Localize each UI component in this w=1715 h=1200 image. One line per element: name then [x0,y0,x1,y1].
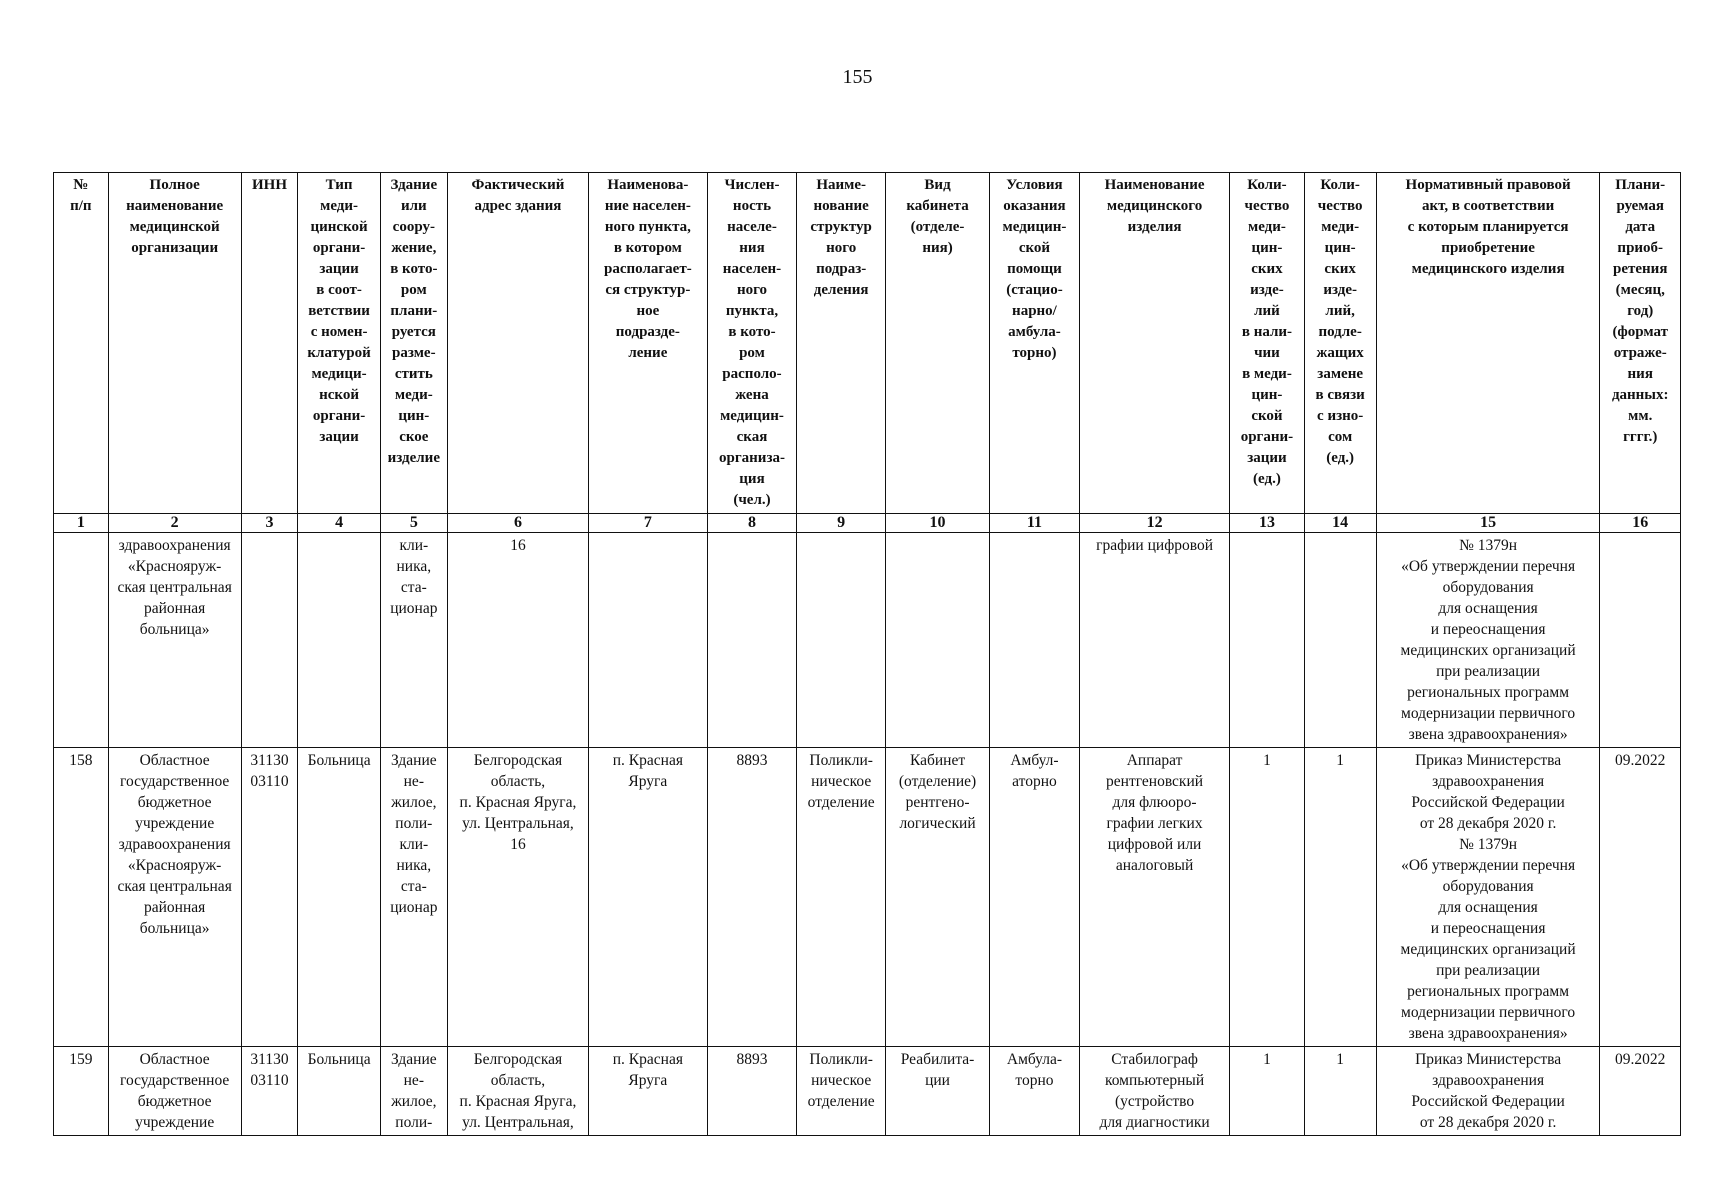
column-number: 1 [54,514,109,533]
cell-legal-act: № 1379н «Об утверждении перечня оборудования для оснащения и переоснащения медицинских организаций при реализации региональных программ модернизации первичного звена здравоохранения» [1376,533,1600,748]
cell-count-replace: 1 [1304,748,1376,1047]
column-number: 11 [990,514,1080,533]
cell-legal-act: Приказ Министерства здравоохранения Российской Федерации от 28 декабря 2020 г. № 1379н «Об утверждении перечня оборудования для оснащения и переоснащения медицинских организаций при реализации региональных программ модернизации первичного звена здравоохранения» [1376,748,1600,1047]
column-number: 14 [1304,514,1376,533]
cell-subdivision [797,533,886,748]
cell-legal-act: Приказ Министерства здравоохранения Российской Федерации от 28 декабря 2020 г. [1376,1047,1600,1136]
cell-locality [589,533,708,748]
header-cell-count-replace: Коли- чество меди- цин- ских изде- лий, подле- жащих замене в связи с изно- сом (ед.) [1304,173,1376,514]
cell-inn [241,533,298,748]
cell-number: 159 [54,1047,109,1136]
cell-inn: 31130 03110 [241,1047,298,1136]
column-number: 7 [589,514,708,533]
column-number: 10 [885,514,989,533]
table-header-row [54,173,1681,514]
header-cell-room-type: Вид кабинета (отделе- ния) [885,173,989,514]
cell-building: кли- ника, ста- ционар [380,533,447,748]
cell-building: Здание не- жилое, поли- [380,1047,447,1136]
cell-org-type: Больница [298,748,380,1047]
cell-room-type: Кабинет (отделение) рентгено- логический [885,748,989,1047]
cell-address: 16 [447,533,588,748]
cell-planned-date: 09.2022 [1600,748,1681,1047]
header-cell-care-conditions: Условия оказания медицин- ской помощи (стацио- нарно/ амбула- торно) [990,173,1080,514]
header-cell-planned-date: Плани- руемая дата приоб- ретения (месяц, год) (формат отраже- ния данных: мм. гггг.) [1600,173,1681,514]
column-number: 2 [108,514,241,533]
header-cell-subdivision: Наиме- нование структур ного подраз- деления [797,173,886,514]
column-number: 5 [380,514,447,533]
header-cell-count-available: Коли- чество меди- цин- ских изде- лий в нали- чии в меди- цин- ской органи- зации (ед.) [1230,173,1304,514]
cell-org-name: Областное государственное бюджетное учреждение [108,1047,241,1136]
header-cell-inn: ИНН [241,173,298,514]
column-number: 6 [447,514,588,533]
cell-count-available: 1 [1230,1047,1304,1136]
cell-population [707,533,797,748]
header-cell-org-name: Полное наименование медицинской организации [108,173,241,514]
cell-count-replace: 1 [1304,1047,1376,1136]
cell-count-replace [1304,533,1376,748]
header-cell-building: Здание или соору- жение, в кото- ром плани- руется разме- стить меди- цин- ское изделие [380,173,447,514]
cell-number [54,533,109,748]
cell-room-type: Реабилита- ции [885,1047,989,1136]
header-cell-address: Фактический адрес здания [447,173,588,514]
column-number: 9 [797,514,886,533]
column-number: 4 [298,514,380,533]
column-number: 8 [707,514,797,533]
cell-planned-date: 09.2022 [1600,1047,1681,1136]
cell-inn: 31130 03110 [241,748,298,1047]
header-cell-population: Числен- ность населе- ния населен- ного пункта, в кото- ром располо- жена медицин- ская организа- ция (чел.) [707,173,797,514]
cell-count-available: 1 [1230,748,1304,1047]
cell-locality: п. Красная Яруга [589,1047,708,1136]
header-cell-legal-act: Нормативный правовой акт, в соответствии с которым планируется приобретение медицинского изделия [1376,173,1600,514]
column-number: 3 [241,514,298,533]
cell-population: 8893 [707,1047,797,1136]
cell-subdivision: Поликли- ническое отделение [797,748,886,1047]
cell-org-type: Больница [298,1047,380,1136]
column-number-row [54,514,1681,533]
cell-care-conditions: Амбул- аторно [990,748,1080,1047]
header-cell-locality: Наименова- ние населен- ного пункта, в котором располагает- ся структур- ное подразде- ление [589,173,708,514]
cell-care-conditions [990,533,1080,748]
table-row [54,1047,1681,1136]
cell-address: Белгородская область, п. Красная Яруга, ул. Центральная, 16 [447,748,588,1047]
cell-device-name: Аппарат рентгеновский для флюоро- графии легких цифровой или аналоговый [1079,748,1230,1047]
cell-org-type [298,533,380,748]
cell-room-type [885,533,989,748]
cell-building: Здание не- жилое, поли- кли- ника, ста- ционар [380,748,447,1047]
cell-org-name: здравоохранения «Краснояруж- ская центральная районная больница» [108,533,241,748]
cell-subdivision: Поликли- ническое отделение [797,1047,886,1136]
equipment-table [53,172,1681,1136]
page-number: 155 [842,66,873,88]
header-cell-org-type: Тип меди- цинской органи- зации в соот- ветствии с номен- клатурой медици- нской органи- зации [298,173,380,514]
column-number: 13 [1230,514,1304,533]
cell-address: Белгородская область, п. Красная Яруга, ул. Центральная, [447,1047,588,1136]
header-cell-device-name: Наименование медицинского изделия [1079,173,1230,514]
cell-number: 158 [54,748,109,1047]
cell-count-available [1230,533,1304,748]
cell-care-conditions: Амбула- торно [990,1047,1080,1136]
cell-planned-date [1600,533,1681,748]
cell-locality: п. Красная Яруга [589,748,708,1047]
cell-population: 8893 [707,748,797,1047]
header-cell-number: № п/п [54,173,109,514]
column-number: 16 [1600,514,1681,533]
column-number: 15 [1376,514,1600,533]
cell-org-name: Областное государственное бюджетное учреждение здравоохранения «Краснояруж- ская центральная районная больница» [108,748,241,1047]
cell-device-name: Стабилограф компьютерный (устройство для диагностики [1079,1047,1230,1136]
column-number: 12 [1079,514,1230,533]
cell-device-name: графии цифровой [1079,533,1230,748]
table-row [54,748,1681,1047]
table-row [54,533,1681,748]
